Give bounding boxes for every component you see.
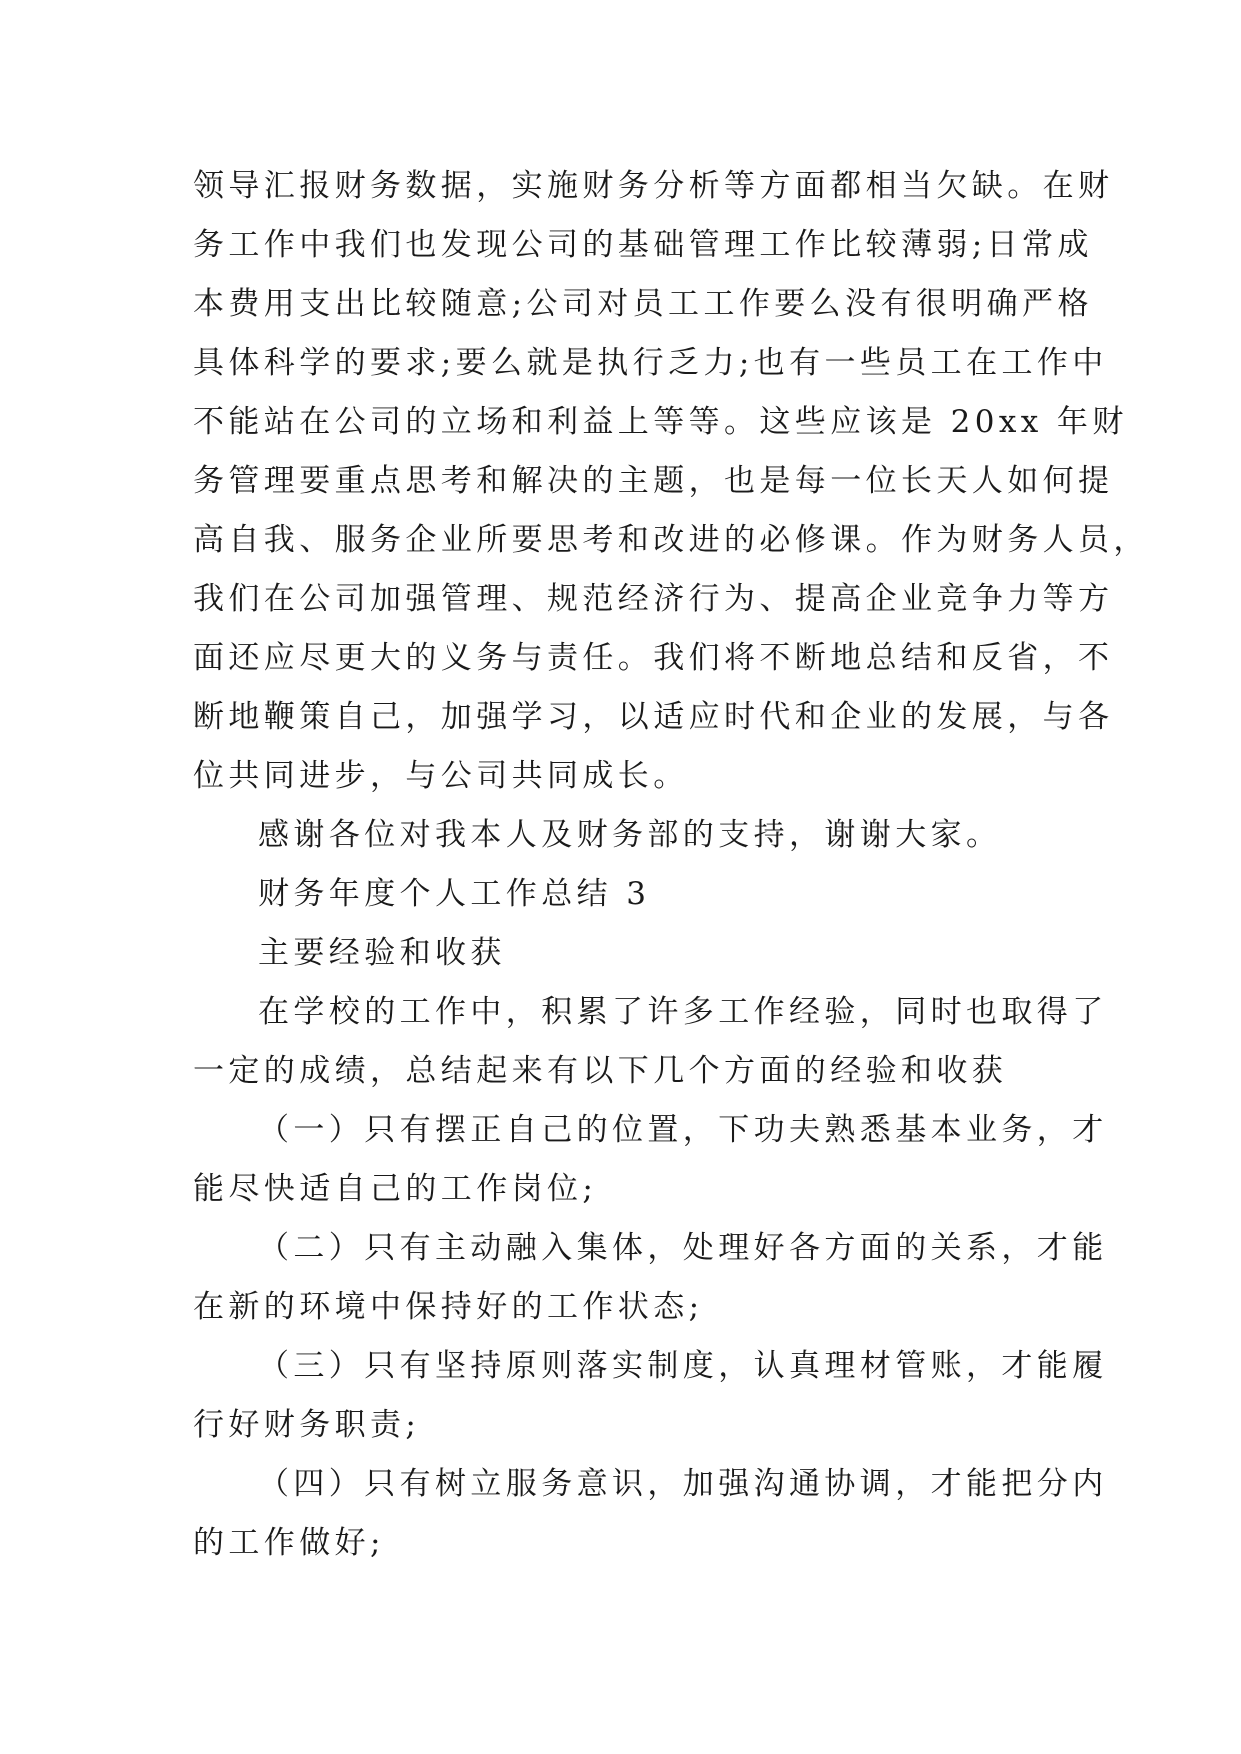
text-line: 能尽快适自己的工作岗位;: [193, 1171, 598, 1207]
text-line: 财务年度个人工作总结 3: [258, 876, 651, 912]
text-line: 本费用支出比较随意;公司对员工工作要么没有很明确严格: [193, 286, 1093, 322]
text-line: 务管理要重点思考和解决的主题，也是每一位长天人如何提: [193, 463, 1114, 499]
text-line: （三）只有坚持原则落实制度，认真理材管账，才能履: [258, 1348, 1108, 1384]
list-item: [193, 1219, 1108, 1337]
paragraph: [193, 983, 1108, 1101]
list-item: [193, 1337, 1108, 1455]
text-line: 我们在公司加强管理、规范经济行为、提高企业竞争力等方: [193, 581, 1114, 617]
text-line: 一定的成绩，总结起来有以下几个方面的经验和收获: [193, 1053, 1008, 1089]
text-line: 位共同进步，与公司共同成长。: [193, 758, 689, 794]
text-line: 在新的环境中保持好的工作状态;: [193, 1289, 704, 1325]
text-line: 务工作中我们也发现公司的基础管理工作比较薄弱;日常成: [193, 227, 1093, 263]
text-line: 行好财务职责;: [193, 1407, 421, 1443]
text-line: 面还应尽更大的义务与责任。我们将不断地总结和反省，不: [193, 640, 1114, 676]
text-line: 不能站在公司的立场和利益上等等。这些应该是 20xx 年财: [193, 404, 1128, 440]
text-line: 主要经验和收获: [258, 935, 506, 971]
text-line: 具体科学的要求;要么就是执行乏力;也有一些员工在工作中: [193, 345, 1108, 381]
list-item: [193, 1455, 1108, 1573]
text-line: 在学校的工作中，积累了许多工作经验，同时也取得了: [258, 994, 1108, 1030]
text-line: 感谢各位对我本人及财务部的支持，谢谢大家。: [258, 817, 1002, 853]
text-line: 领导汇报财务数据，实施财务分析等方面都相当欠缺。在财: [193, 168, 1114, 204]
list-item: [193, 1101, 1108, 1219]
paragraph: [193, 157, 1149, 806]
text-line: （四）只有树立服务意识，加强沟通协调，才能把分内: [258, 1466, 1108, 1502]
text-line: 的工作做好;: [193, 1525, 385, 1561]
subsection-heading: [193, 924, 1055, 983]
text-line: （一）只有摆正自己的位置，下功夫熟悉基本业务，才: [258, 1112, 1108, 1148]
paragraph-thanks: [193, 806, 1055, 865]
text-line: 高自我、服务企业所要思考和改进的必修课。作为财务人员，: [193, 522, 1149, 558]
text-line: （二）只有主动融入集体，处理好各方面的关系，才能: [258, 1230, 1108, 1266]
text-line: 断地鞭策自己，加强学习，以适应时代和企业的发展，与各: [193, 699, 1114, 735]
document-body: [193, 157, 1149, 1573]
section-heading: [193, 865, 1055, 924]
